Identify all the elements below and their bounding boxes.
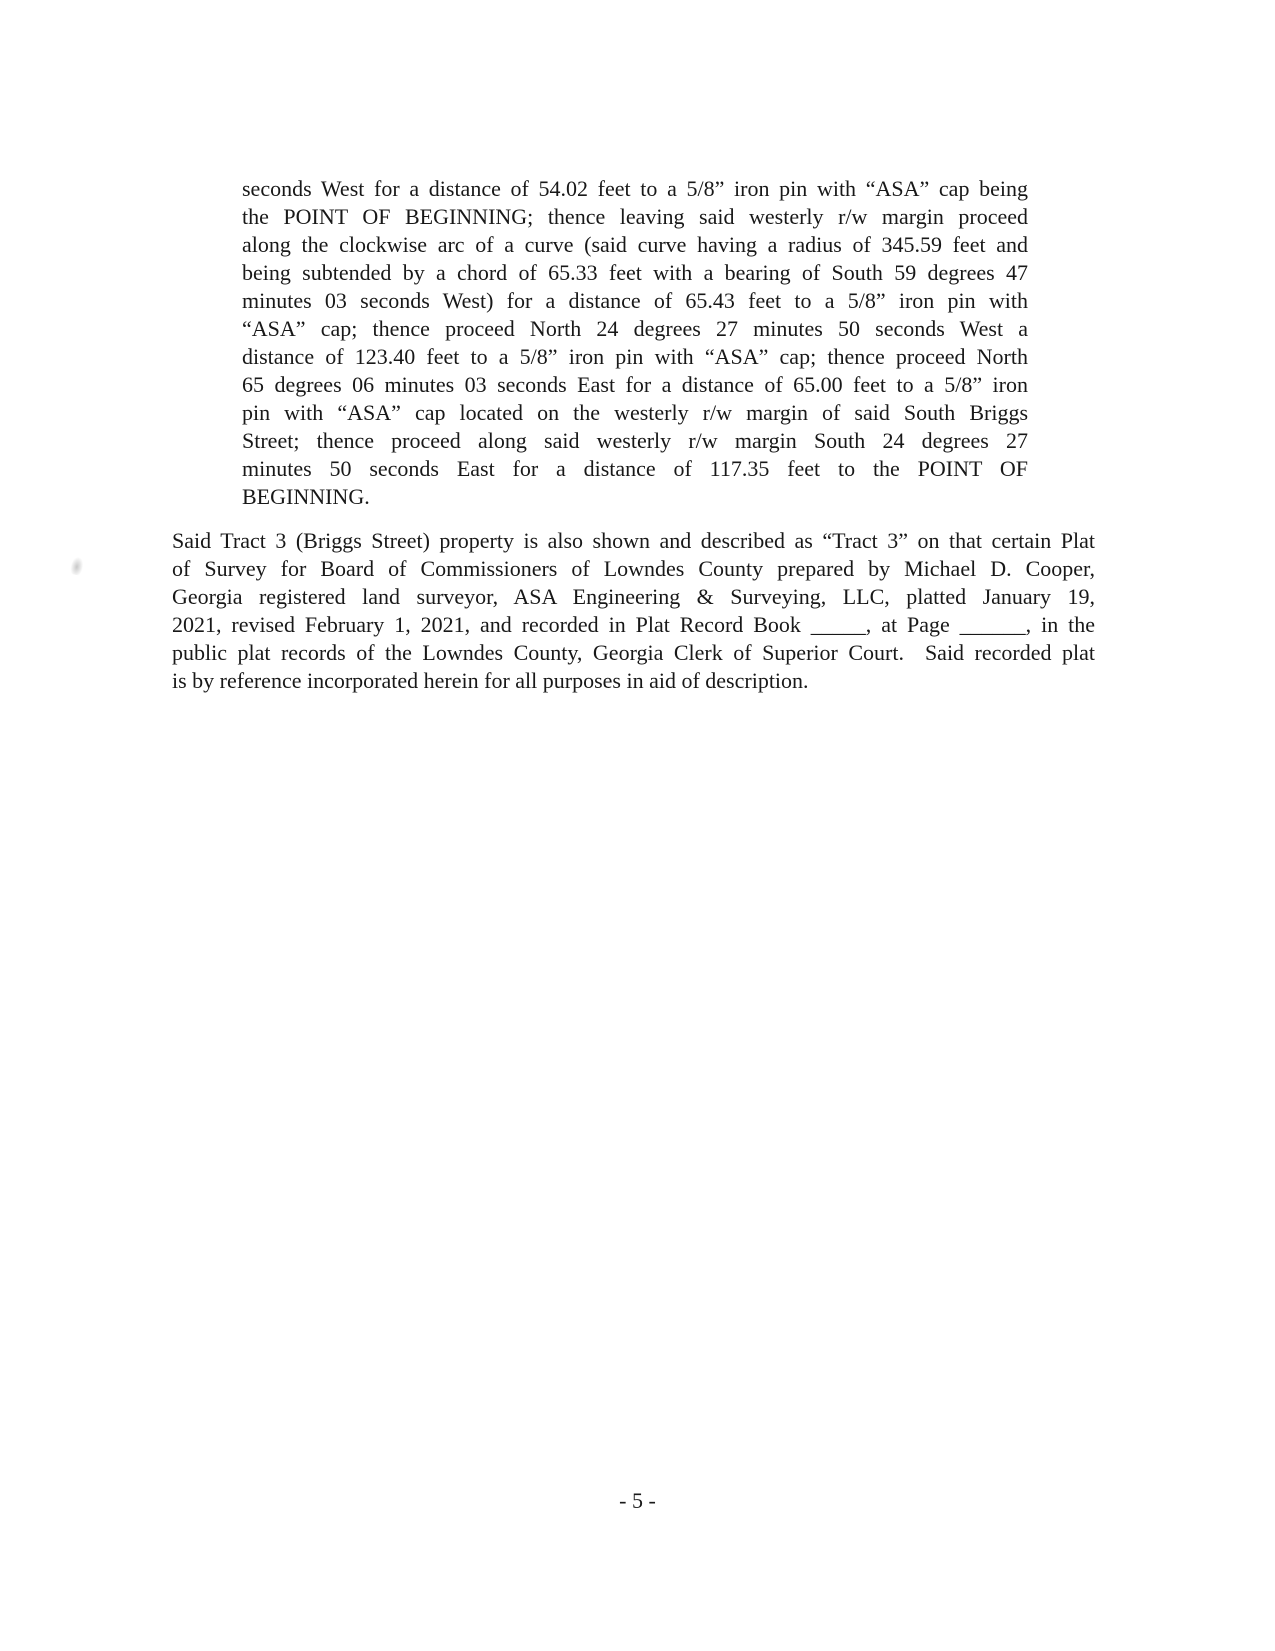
scan-smudge-artifact: [69, 556, 84, 576]
quote-line: along the clockwise arc of a curve (said curve having a radius of 345.59 feet and: [242, 232, 1028, 257]
body-line: Georgia registered land surveyor, ASA Engineering & Surveying, LLC, platted January 19,: [172, 584, 1095, 609]
quote-line: 65 degrees 06 minutes 03 seconds East for a distance of 65.00 feet to a 5/8” iron: [242, 372, 1028, 397]
quote-line: Street; thence proceed along said westerly r/w margin South 24 degrees 27: [242, 428, 1028, 453]
quote-line: seconds West for a distance of 54.02 feet to a 5/8” iron pin with “ASA” cap being: [242, 176, 1028, 201]
body-line: Said Tract 3 (Briggs Street) property is also shown and described as “Tract 3” on that certain Plat: [172, 528, 1095, 553]
body-line: of Survey for Board of Commissioners of Lowndes County prepared by Michael D. Cooper,: [172, 556, 1095, 581]
page-number: - 5 -: [619, 1488, 656, 1513]
legal-description-quote: [242, 175, 1028, 511]
body-line: 2021, revised February 1, 2021, and recorded in Plat Record Book _____, at Page ______, in the: [172, 612, 1095, 637]
quote-line: “ASA” cap; thence proceed North 24 degrees 27 minutes 50 seconds West a: [242, 316, 1028, 341]
quote-line: the POINT OF BEGINNING; thence leaving said westerly r/w margin proceed: [242, 204, 1028, 229]
quote-line: distance of 123.40 feet to a 5/8” iron pin with “ASA” cap; thence proceed North: [242, 344, 1028, 369]
quote-line: pin with “ASA” cap located on the westerly r/w margin of said South Briggs: [242, 400, 1028, 425]
quote-line: being subtended by a chord of 65.33 feet with a bearing of South 59 degrees 47: [242, 260, 1028, 285]
plat-reference-paragraph: [172, 527, 1095, 695]
body-line: is by reference incorporated herein for all purposes in aid of description.: [172, 668, 809, 693]
quote-line: minutes 03 seconds West) for a distance of 65.43 feet to a 5/8” iron pin with: [242, 288, 1028, 313]
body-line: public plat records of the Lowndes County, Georgia Clerk of Superior Court. Said recorded plat: [172, 640, 1095, 665]
quote-line: minutes 50 seconds East for a distance of 117.35 feet to the POINT OF: [242, 456, 1028, 481]
quote-line: BEGINNING.: [242, 484, 370, 509]
